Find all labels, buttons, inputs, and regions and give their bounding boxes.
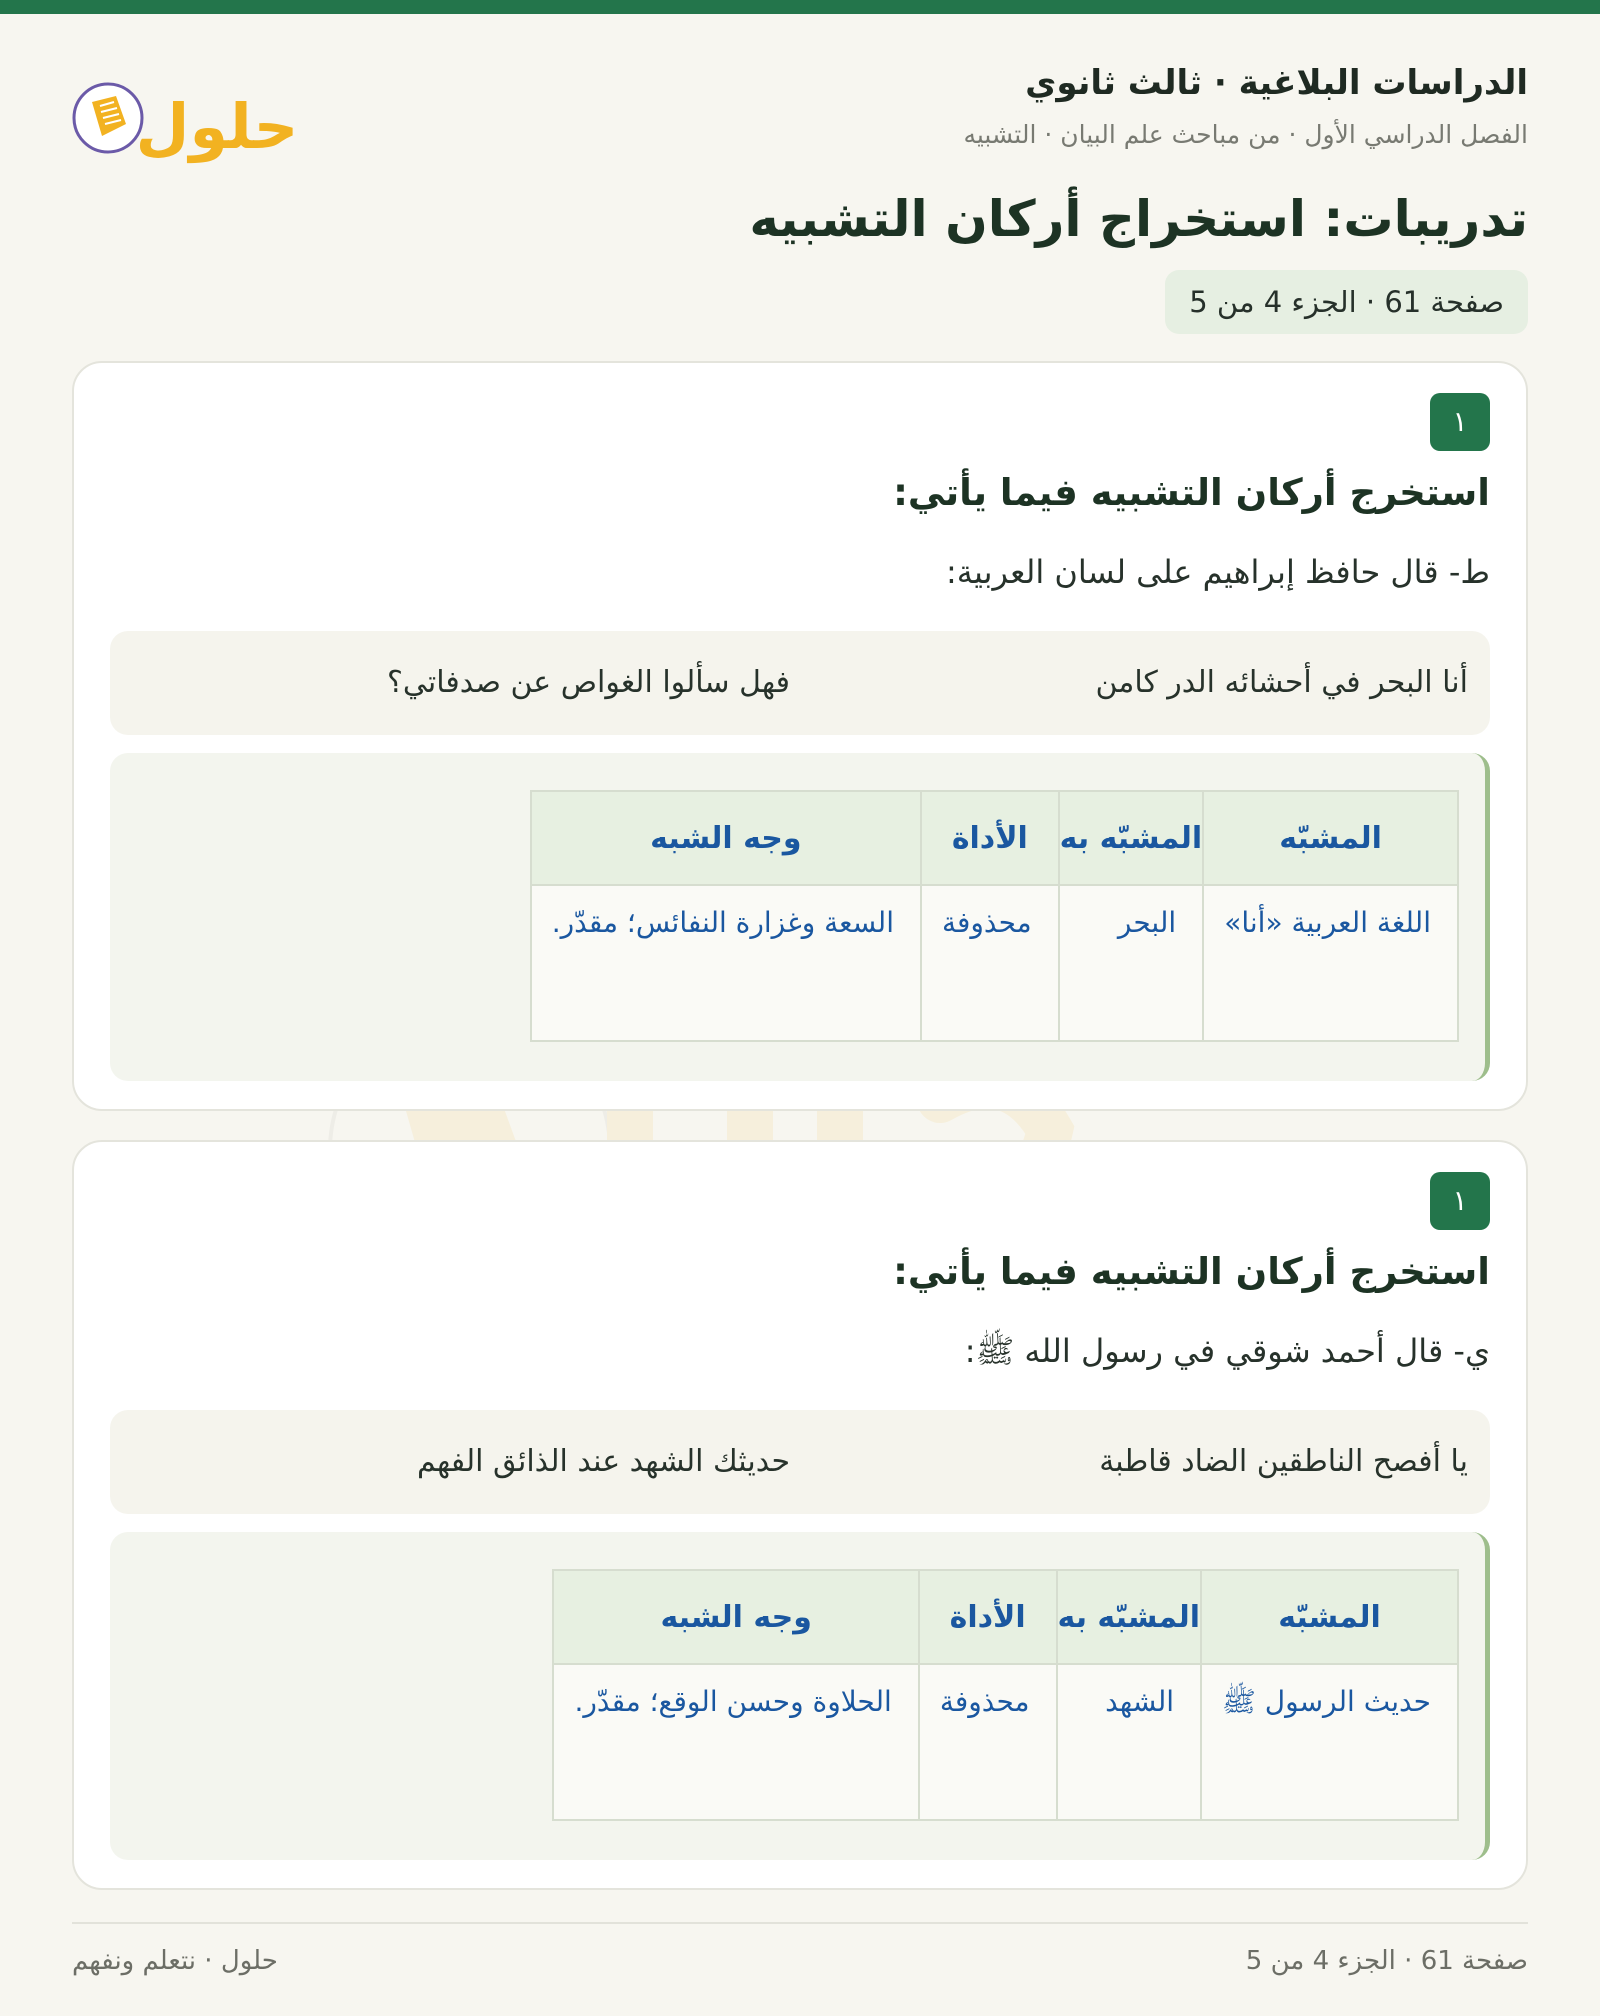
cell-adat: محذوفة: [919, 1664, 1057, 1820]
verse-box: [110, 1410, 1490, 1514]
simile-elements-table: [552, 1569, 1459, 1821]
question-intro: ي- قال أحمد شوقي في رسول الله ﷺ:: [964, 1332, 1490, 1370]
page-badge: صفحة 61 · الجزء 4 من 5: [1165, 270, 1528, 334]
question-title: استخرج أركان التشبيه فيما يأتي:: [893, 471, 1490, 514]
header-mushabbah: المشبّه: [1203, 791, 1458, 885]
footer-brand: حلول · نتعلم ونفهم: [72, 1946, 278, 1976]
header-wajh-alshabah: وجه الشبه: [553, 1570, 918, 1664]
top-accent-bar: [0, 0, 1600, 14]
answer-panel: [110, 753, 1490, 1081]
cell-mushabbah-bihi: الشهد: [1057, 1664, 1202, 1820]
header-wajh-alshabah: وجه الشبه: [531, 791, 921, 885]
page-title: تدريبات: استخراج أركان التشبيه: [749, 190, 1528, 248]
verse-first-hemistich: يا أفصح الناطقين الضاد قاطبة: [1099, 1444, 1468, 1479]
cell-mushabbah: حديث الرسول ﷺ: [1201, 1664, 1458, 1820]
table-row: [531, 885, 1458, 1041]
table-header-row: [531, 791, 1458, 885]
verse-second-hemistich: فهل سألوا الغواص عن صدفاتي؟: [386, 665, 790, 700]
question-title: استخرج أركان التشبيه فيما يأتي:: [893, 1250, 1490, 1293]
simile-elements-table: [530, 790, 1459, 1042]
cell-wajh-alshabah: الحلاوة وحسن الوقع؛ مقدّر.: [553, 1664, 918, 1820]
footer-page-info: صفحة 61 · الجزء 4 من 5: [1245, 1946, 1528, 1976]
footer-divider: [72, 1922, 1528, 1924]
verse-first-hemistich: أنا البحر في أحشائه الدر كامن: [1095, 665, 1468, 700]
breadcrumb: الفصل الدراسي الأول · من مباحث علم البيان · التشبيه: [963, 120, 1528, 149]
table-header-row: [553, 1570, 1458, 1664]
header-text: [963, 56, 1528, 160]
header-mushabbah-bihi: المشبّه به: [1057, 1570, 1202, 1664]
page-header: [72, 56, 1528, 166]
question-number-badge: ١: [1430, 1172, 1490, 1230]
logo-wordmark: حلول: [135, 90, 299, 163]
verse-box: [110, 631, 1490, 735]
question-number-badge: ١: [1430, 393, 1490, 451]
hulul-logo[interactable]: [72, 62, 302, 172]
header-mushabbah: المشبّه: [1201, 1570, 1458, 1664]
question-card: [72, 361, 1528, 1111]
question-card: [72, 1140, 1528, 1890]
cell-mushabbah: اللغة العربية «أنا»: [1203, 885, 1458, 1041]
header-adat: الأداة: [921, 791, 1059, 885]
header-mushabbah-bihi: المشبّه به: [1059, 791, 1204, 885]
cell-wajh-alshabah: السعة وغزارة النفائس؛ مقدّر.: [531, 885, 921, 1041]
table-row: [553, 1664, 1458, 1820]
cell-mushabbah-bihi: البحر: [1059, 885, 1204, 1041]
answer-panel: [110, 1532, 1490, 1860]
verse-second-hemistich: حديثك الشهد عند الذائق الفهم: [416, 1444, 790, 1479]
question-intro: ط- قال حافظ إبراهيم على لسان العربية:: [946, 553, 1490, 591]
header-adat: الأداة: [919, 1570, 1057, 1664]
logo-icon: [72, 62, 302, 172]
cell-adat: محذوفة: [921, 885, 1059, 1041]
course-title: الدراسات البلاغية · ثالث ثانوي: [1025, 63, 1528, 103]
